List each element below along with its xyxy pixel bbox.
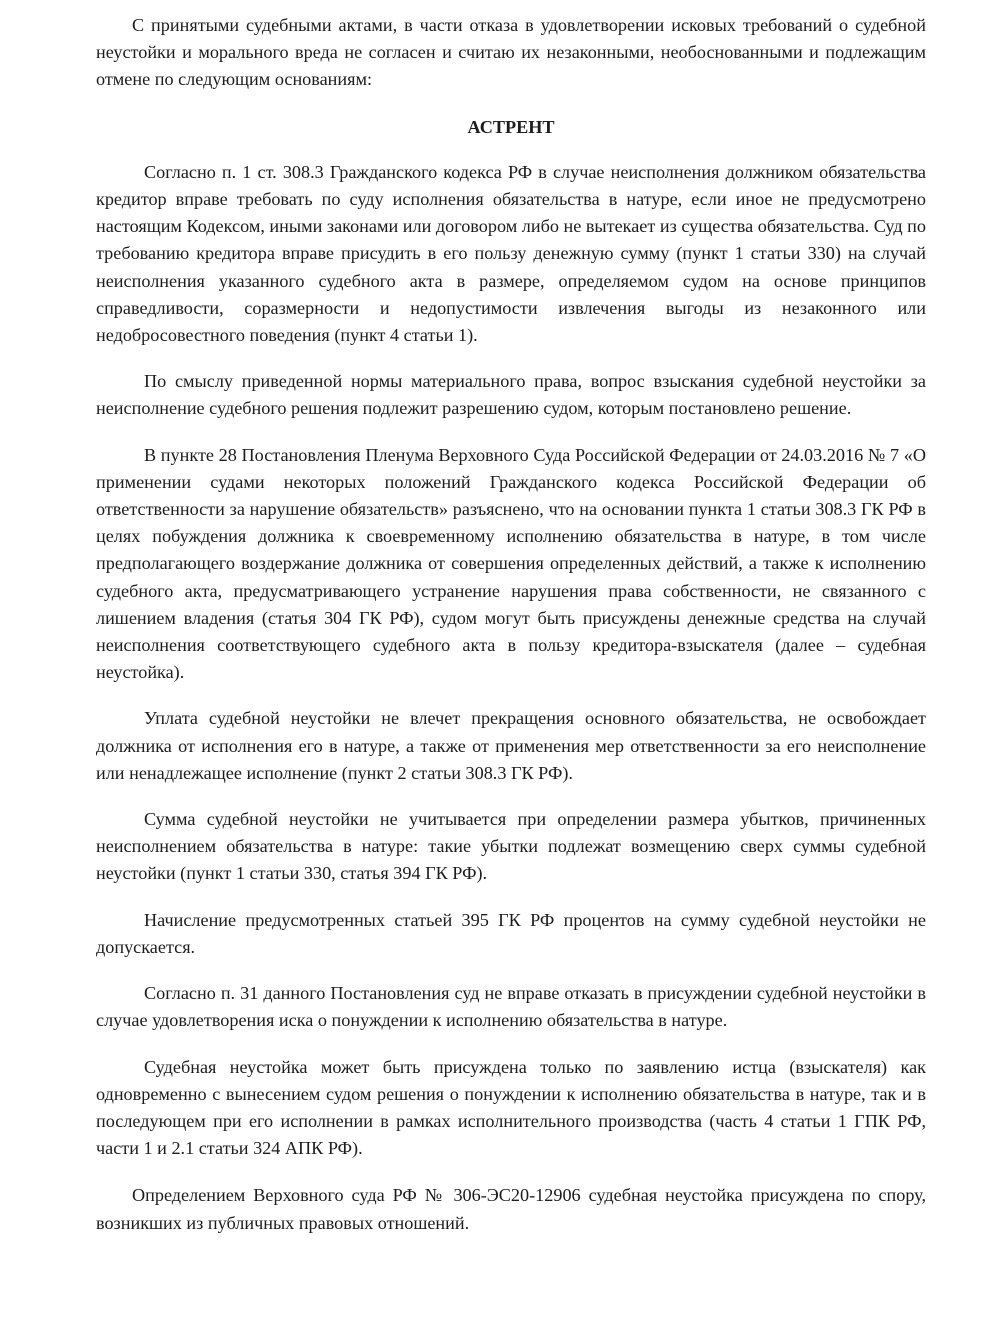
paragraph-article-308-3: Согласно п. 1 ст. 308.3 Гражданского кодекса РФ в случае неисполнения должником обязательства кредитор вправе требовать по суду исполнения обязательства в натуре, если иное не предусмотрено настоящим Кодексом, иными законами или договором либо не вытекает из существа обязательства. Суд по требованию кредитора вправе присудить в его пользу денежную сумму (пункт 1 статьи 330) на случай неисполнения указанного судебного акта в размере, определяемом судом на основе принципов справедливости, соразмерности и недопустимости извлечения выгоды из незаконного или недобросовестного поведения (пункт 4 статьи 1). [96,161,926,346]
closing-paragraph: Определением Верховного суда РФ № 306-ЭС20-12906 судебная неустойка присуждена по спору, возникших из публичных правовых отношений. [96,1185,926,1233]
intro-paragraph: С принятыми судебными актами, в части отказа в удовлетворении исковых требований о судебной неустойки и морального вреда не согласен и считаю их незаконными, необоснованными и подлежащим отмене по следующим основаниям: [96,15,926,90]
paragraph-interest: Начисление предусмотренных статьей 395 ГК РФ процентов на сумму судебной неустойки не допускается. [96,909,926,957]
paragraph-norm-meaning: По смыслу приведенной нормы материального права, вопрос взыскания судебной неустойки за неисполнение судебного решения подлежит разрешению судом, которым постановлено решение. [96,371,926,419]
paragraph-plenum-31: Согласно п. 31 данного Постановления суд не вправе отказать в присуждении судебной неустойки в случае удовлетворения иска о понуждении к исполнению обязательства в натуре. [96,983,926,1031]
paragraph-claimant-request: Судебная неустойка может быть присуждена только по заявлению истца (взыскателя) как одновременно с вынесением судом решения о понуждении к исполнению обязательства в натуре, так и в последующем при его исполнении в рамках исполнительного производства (часть 4 статьи 1 ГПК РФ, части 1 и 2.1 статьи 324 АПК РФ). [96,1056,926,1159]
section-heading: АСТРЕНТ [467,116,555,137]
document-page [96,12,926,1237]
paragraph-payment: Уплата судебной неустойки не влечет прекращения основного обязательства, не освобождает должника от исполнения его в натуре, а также от применения мер ответственности за его неисполнение или ненадлежащее исполнение (пункт 2 статьи 308.3 ГК РФ). [96,708,926,783]
paragraph-plenum-28: В пункте 28 Постановления Пленума Верховного Суда Российской Федерации от 24.03.2016 № 7 «О применении судами некоторых положений Гражданского кодекса Российской Федерации об ответственности за нарушение обязательств» разъяснено, что на основании пункта 1 статьи 308.3 ГК РФ в целях побуждения должника к своевременному исполнению обязательства в натуре, в том числе предполагающего воздержание должника от совершения определенных действий, а также к исполнению судебного акта, предусматривающего устранение нарушения права собственности, не связанного с лишением владения (статья 304 ГК РФ), судом могут быть присуждены денежные средства на случай неисполнения соответствующего судебного акта в пользу кредитора-взыскателя (далее – судебная неустойка). [96,444,926,683]
paragraph-damages: Сумма судебной неустойки не учитывается при определении размера убытков, причиненных неисполнением обязательства в натуре: такие убытки подлежат возмещению сверх суммы судебной неустойки (пункт 1 статьи 330, статья 394 ГК РФ). [96,809,926,884]
